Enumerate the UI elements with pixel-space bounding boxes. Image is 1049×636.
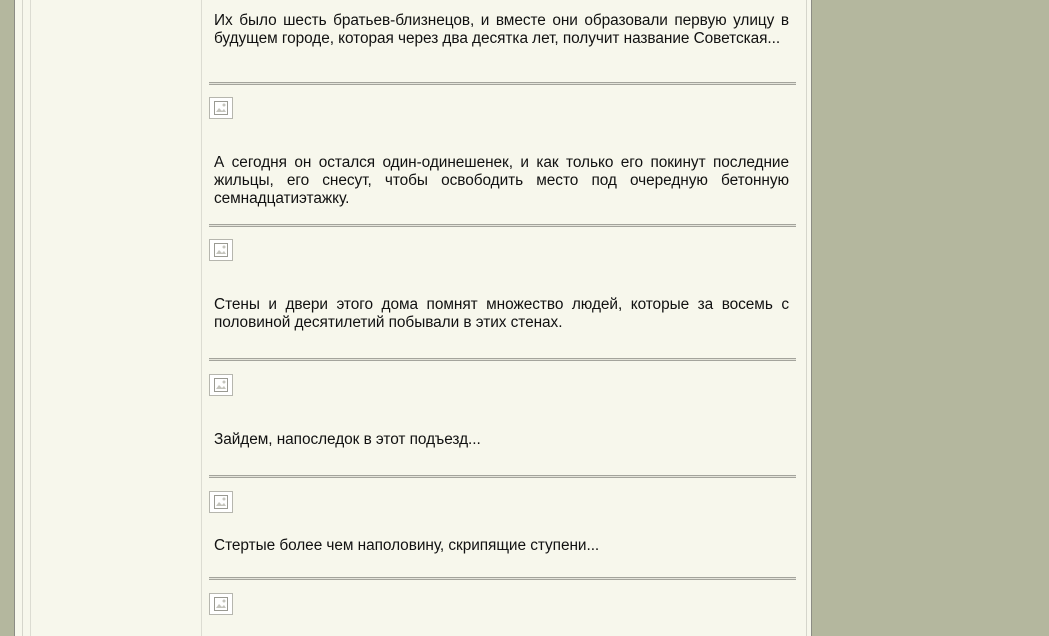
broken-image-icon[interactable] xyxy=(209,593,233,615)
separator xyxy=(209,577,796,580)
broken-image-icon[interactable] xyxy=(209,374,233,396)
article-paragraph: Стены и двери этого дома помнят множество людей, которые за восемь с половиной десятилетий побывали в этих стенах. xyxy=(214,296,789,331)
broken-image-icon[interactable] xyxy=(209,239,233,261)
separator xyxy=(209,224,796,227)
broken-image-icon[interactable] xyxy=(209,97,233,119)
frame-inner-line xyxy=(22,0,23,636)
article-paragraph: А сегодня он остался один-одинешенек, и как только его покинут последние жильцы, его снесут, чтобы освободить место под очередную бетонную семнадцатиэтажку. xyxy=(214,154,789,207)
broken-image-icon[interactable] xyxy=(209,491,233,513)
article-paragraph: Стертые более чем наполовину, скрипящие ступени... xyxy=(214,537,600,554)
frame-inner-line-right xyxy=(806,0,807,636)
article-paragraph: Зайдем, напоследок в этот подъезд... xyxy=(214,431,481,448)
separator xyxy=(209,475,796,478)
separator xyxy=(209,358,796,361)
separator xyxy=(209,82,796,85)
article-paragraph: Их было шесть братьев-близнецов, и вместе они образовали первую улицу в будущем городе, которая через два десятка лет, получит название Советская... xyxy=(214,12,789,47)
left-sidebar xyxy=(30,0,202,636)
